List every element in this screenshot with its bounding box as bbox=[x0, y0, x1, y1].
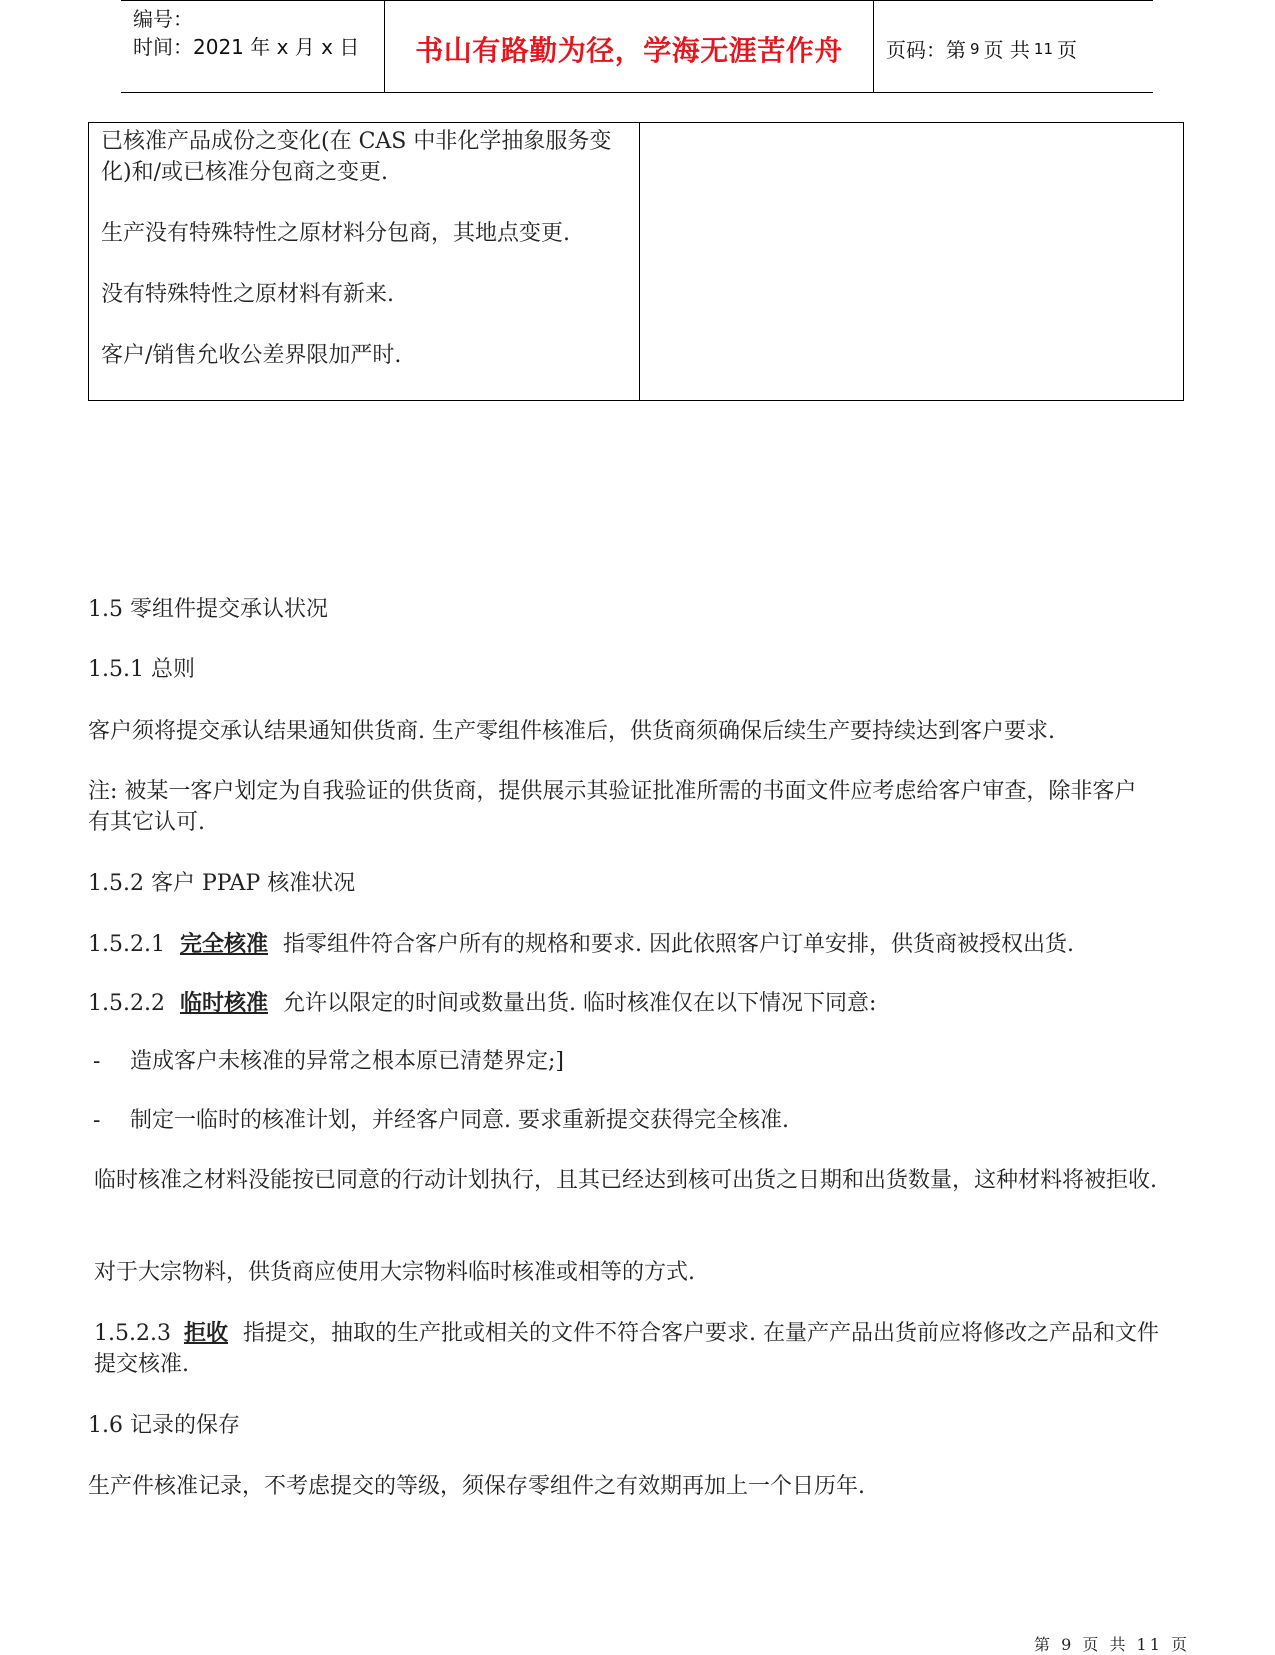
clause-1-5-2-1 bbox=[88, 929, 1074, 960]
paragraph-notification: 客户须将提交承认结果通知供货商. 生产零组件核准后，供货商须确保后续生产要持续达到客户要求. bbox=[88, 719, 1055, 744]
clause-term: 完全核准 bbox=[179, 931, 268, 957]
clause-number: 1.5.2.3 bbox=[94, 1321, 171, 1346]
section-heading-1-5: 1.5 零组件提交承认状况 bbox=[88, 597, 328, 622]
number-label: 编号： bbox=[133, 7, 193, 31]
table-paragraph: 客户/销售允收公差界限加严时. bbox=[101, 343, 402, 368]
clause-text: 指提交，抽取的生产批或相关的文件不符合客户要求. 在量产产品出货前应将修改之产品和文件提交核准. bbox=[94, 1321, 1159, 1377]
page-mid: 页 共 bbox=[983, 38, 1030, 62]
table-cell-left bbox=[89, 123, 640, 400]
page-suffix: 页 bbox=[1057, 38, 1077, 62]
header-motto: 书山有路勤为径，学海无涯苦作舟 bbox=[385, 1, 874, 92]
clause-text: 指零组件符合客户所有的规格和要求. 因此依照客户订单安排，供货商被授权出货. bbox=[282, 932, 1074, 957]
note-paragraph: 注: 被某一客户划定为自我验证的供货商，提供展示其验证批准所需的书面文件应考虑给客户审查，除非客户有其它认可. bbox=[88, 779, 1137, 835]
paragraph-bulk: 对于大宗物料，供货商应使用大宗物料临时核准或相等的方式. bbox=[94, 1260, 695, 1285]
clause-1-5-2-3 bbox=[94, 1318, 1174, 1380]
table-cell-right bbox=[640, 123, 1183, 400]
page-footer: 第 9 页 共 11 页 bbox=[1034, 1635, 1190, 1654]
section-heading-1-6: 1.6 记录的保存 bbox=[88, 1413, 240, 1438]
header-page-number bbox=[874, 1, 1153, 92]
bullet-mark: - bbox=[93, 1049, 101, 1074]
clause-text: 允许以限定的时间或数量出货. 临时核准仅在以下情况下同意: bbox=[282, 991, 877, 1016]
section-heading-1-5-1: 1.5.1 总则 bbox=[88, 657, 195, 682]
header-meta bbox=[121, 1, 385, 92]
page-header bbox=[121, 0, 1153, 93]
clause-number: 1.5.2.2 bbox=[88, 991, 165, 1016]
page-prefix: 页码：第 bbox=[886, 38, 966, 62]
clause-term: 临时核准 bbox=[179, 990, 268, 1016]
page-total: 11 bbox=[1033, 39, 1053, 58]
bullet-item: 造成客户未核准的异常之根本原已清楚界定;] bbox=[130, 1049, 564, 1074]
section-heading-1-5-2: 1.5.2 客户 PPAP 核准状况 bbox=[88, 871, 356, 896]
time-label: 时间：2021 年 x 月 x 日 bbox=[133, 35, 360, 59]
bullet-item: 制定一临时的核准计划，并经客户同意. 要求重新提交获得完全核准. bbox=[130, 1108, 789, 1133]
page-current: 9 bbox=[970, 39, 980, 58]
paragraph-records: 生产件核准记录，不考虑提交的等级，须保存零组件之有效期再加上一个日历年. bbox=[88, 1474, 865, 1499]
clause-term: 拒收 bbox=[183, 1320, 228, 1346]
bullet-mark: - bbox=[93, 1108, 101, 1133]
paragraph-rejection: 临时核准之材料没能按已同意的行动计划执行，且其已经达到核可出货之日期和出货数量，这种材料将被拒收. bbox=[94, 1168, 1157, 1193]
clause-1-5-2-2 bbox=[88, 988, 876, 1019]
change-table bbox=[88, 122, 1184, 401]
table-paragraph: 已核准产品成份之变化(在 CAS 中非化学抽象服务变化)和/或已核准分包商之变更. bbox=[101, 129, 612, 185]
clause-number: 1.5.2.1 bbox=[88, 932, 165, 957]
table-paragraph: 没有特殊特性之原材料有新来. bbox=[101, 282, 394, 307]
table-paragraph: 生产没有特殊特性之原材料分包商，其地点变更. bbox=[101, 221, 570, 246]
